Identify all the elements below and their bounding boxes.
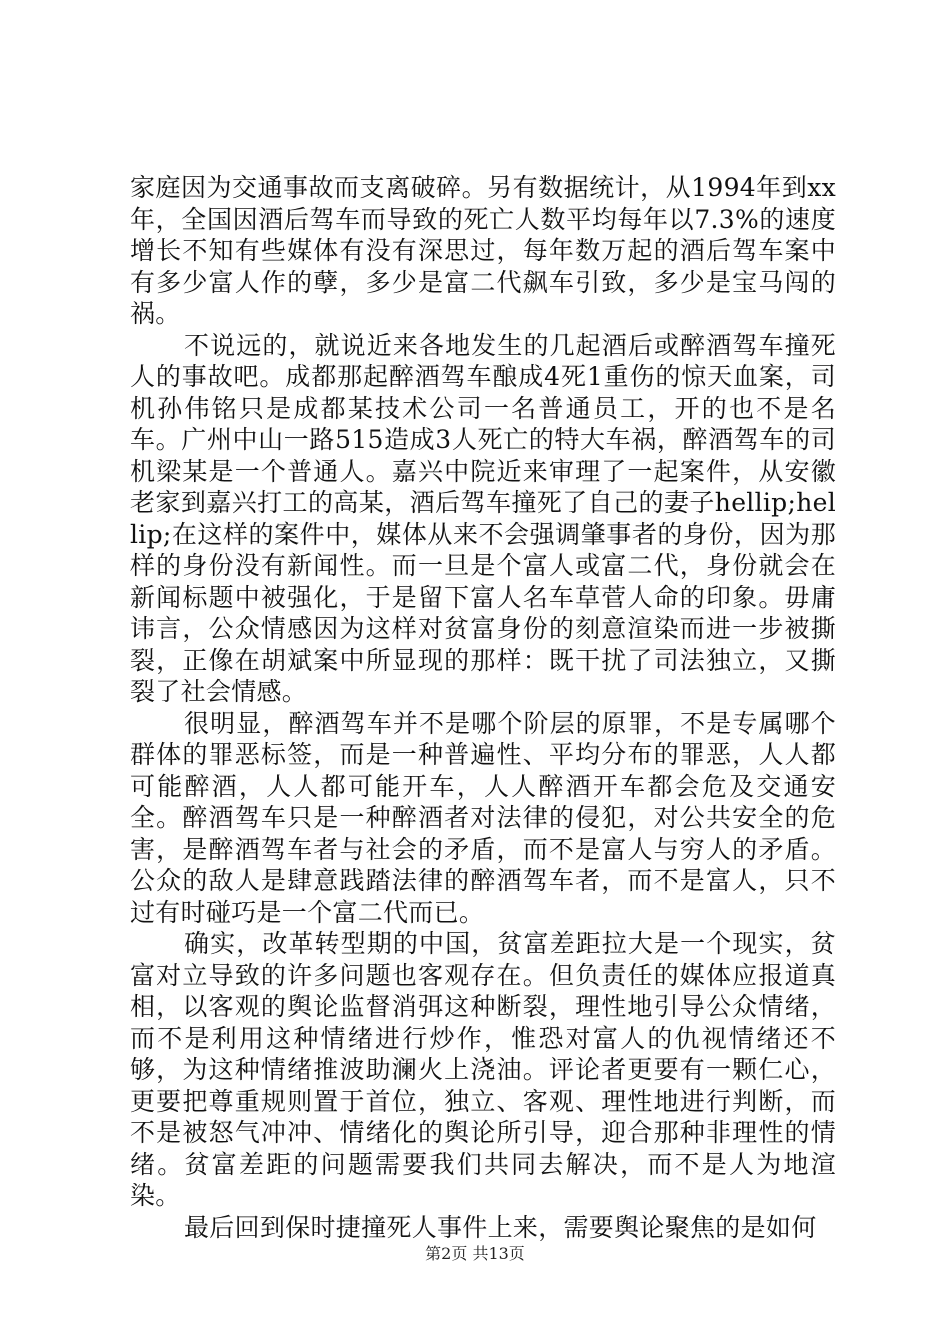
paragraph-1: 家庭因为交通事故而支离破碎。另有数据统计，从1994年到xx年，全国因酒后驾车而导致的死亡人数平均每年以7.3%的速度增长不知有些媒体有没有深思过，每年数万起的酒后驾车案中有多少富人作的孽，多少是富二代飙车引致，多少是宝马闯的祸。 — [130, 173, 836, 328]
page-number-footer: 第2页 共13页 — [425, 1244, 525, 1263]
paragraph-3: 很明显，醉酒驾车并不是哪个阶层的原罪，不是专属哪个群体的罪恶标签，而是一种普遍性、平均分布的罪恶，人人都可能醉酒，人人都可能开车，人人醉酒开车都会危及交通安全。醉酒驾车只是一种醉酒者对法律的侵犯，对公共安全的危害，是醉酒驾车者与社会的矛盾，而不是富人与穷人的矛盾。公众的敌人是肆意践踏法律的醉酒驾车者，而不是富人，只不过有时碰巧是一个富二代而已。 — [130, 708, 836, 927]
paragraph-4: 确实，改革转型期的中国，贫富差距拉大是一个现实，贫富对立导致的许多问题也客观存在。但负责任的媒体应报道真相，以客观的舆论监督消弭这种断裂，理性地引导公众情绪，而不是利用这种情绪进行炒作，惟恐对富人的仇视情绪还不够，为这种情绪推波助澜火上浇油。评论者更要有一颗仁心，更要把尊重规则置于首位，独立、客观、理性地进行判断，而不是被怒气冲冲、情绪化的舆论所引导，迎合那种非理性的情绪。贫富差距的问题需要我们共同去解决，而不是人为地渲染。 — [130, 929, 836, 1210]
paragraph-2: 不说远的，就说近来各地发生的几起酒后或醉酒驾车撞死人的事故吧。成都那起醉酒驾车酿成4死1重伤的惊天血案，司机孙伟铭只是成都某技术公司一名普通员工，开的也不是名车。广州中山一路515造成3人死亡的特大车祸，醉酒驾车的司机梁某是一个普通人。嘉兴中院近来审理了一起案件，从安徽老家到嘉兴打工的高某，酒后驾车撞死了自己的妻子hellip;hellip;在这样的案件中，媒体从来不会强调肇事者的身份，因为那样的身份没有新闻性。而一旦是个富人或富二代，身份就会在新闻标题中被强化，于是留下富人名车草菅人命的印象。毋庸讳言，公众情感因为这样对贫富身份的刻意渲染而进一步被撕裂，正像在胡斌案中所显现的那样：既干扰了司法独立，又撕裂了社会情感。 — [130, 330, 836, 706]
document-body — [130, 172, 836, 1243]
paragraph-5: 最后回到保时捷撞死人事件上来，需要舆论聚焦的是如何 — [184, 1212, 817, 1242]
